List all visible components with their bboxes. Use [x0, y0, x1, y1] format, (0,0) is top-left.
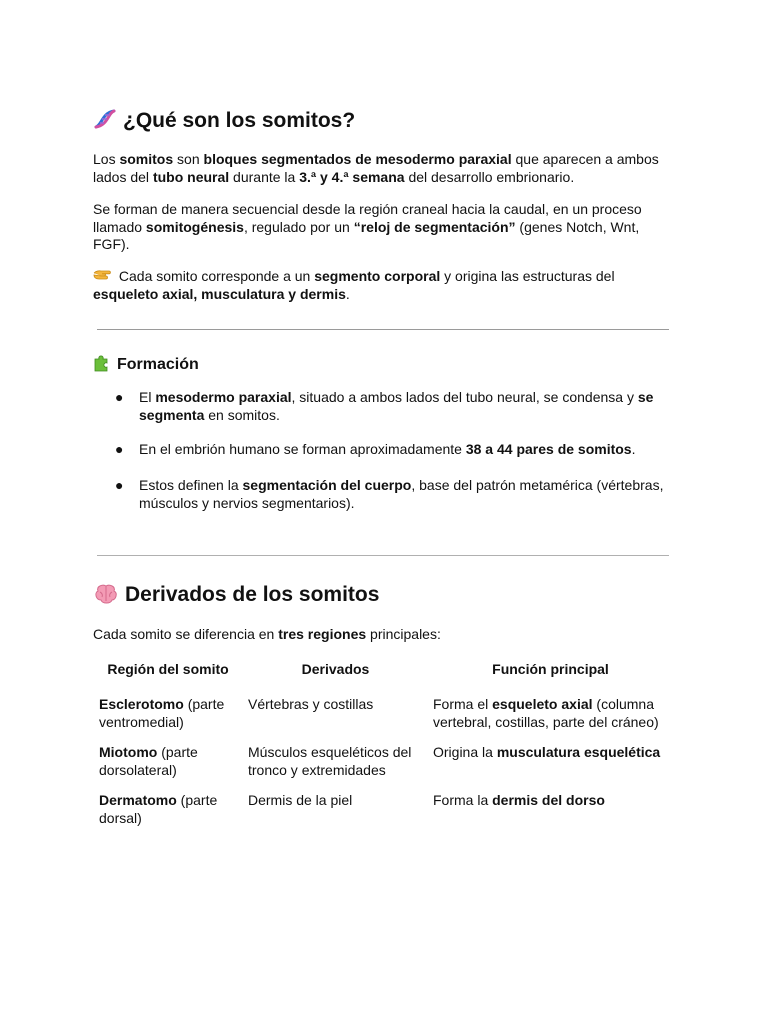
- section-divider: [97, 329, 669, 330]
- table-cell-region: Esclerotomo (parte ventromedial): [99, 696, 225, 730]
- section-divider: [97, 555, 669, 556]
- pointing-hand-icon: [93, 268, 111, 282]
- section-title-text: Formación: [117, 356, 199, 373]
- table-header-funcion: Función principal: [492, 661, 609, 677]
- section-title-derivados: [93, 583, 379, 607]
- table-header-region: Región del somito: [107, 661, 229, 677]
- table-cell-derivados: Músculos esqueléticos del tronco y extremidades: [248, 744, 412, 778]
- table-cell-funcion: Origina la musculatura esquelética: [433, 744, 661, 760]
- section-title-somitos: [93, 108, 355, 133]
- table-cell-funcion: Forma el esqueleto axial (columna vertebral, costillas, parte del cráneo): [433, 696, 659, 730]
- table-cell-derivados: Dermis de la piel: [248, 792, 353, 808]
- section-title-formacion: [93, 354, 199, 374]
- paragraph-segment: Cada somito corresponde a un segmento corporal y origina las estructuras del esqueleto axial, musculatura y dermis.: [93, 268, 615, 302]
- paragraph-somitogenesis: Se forman de manera secuencial desde la región craneal hacia la caudal, en un proceso llamado somitogénesis, regulado por un “reloj de segmentación” (genes Notch, Wnt, FGF).: [93, 201, 642, 252]
- paragraph-regions-intro: Cada somito se diferencia en tres regiones principales:: [93, 626, 441, 642]
- paragraph-definition: Los somitos son bloques segmentados de mesodermo paraxial que aparecen a ambos lados del tubo neural durante la 3.ª y 4.ª semana del desarrollo embrionario.: [93, 151, 659, 185]
- table-cell-funcion: Forma la dermis del dorso: [433, 792, 605, 808]
- table-cell-region: Miotomo (parte dorsolateral): [99, 744, 198, 778]
- table-cell-region: Dermatomo (parte dorsal): [99, 792, 218, 826]
- puzzle-icon: [93, 354, 111, 372]
- section-title-text: Derivados de los somitos: [125, 583, 380, 606]
- table-header-derivados: Derivados: [301, 661, 370, 677]
- section-title-text: ¿Qué son los somitos?: [123, 109, 356, 132]
- brain-icon: [93, 583, 119, 605]
- table-cell-derivados: Vértebras y costillas: [248, 696, 374, 712]
- dna-icon: [93, 108, 117, 130]
